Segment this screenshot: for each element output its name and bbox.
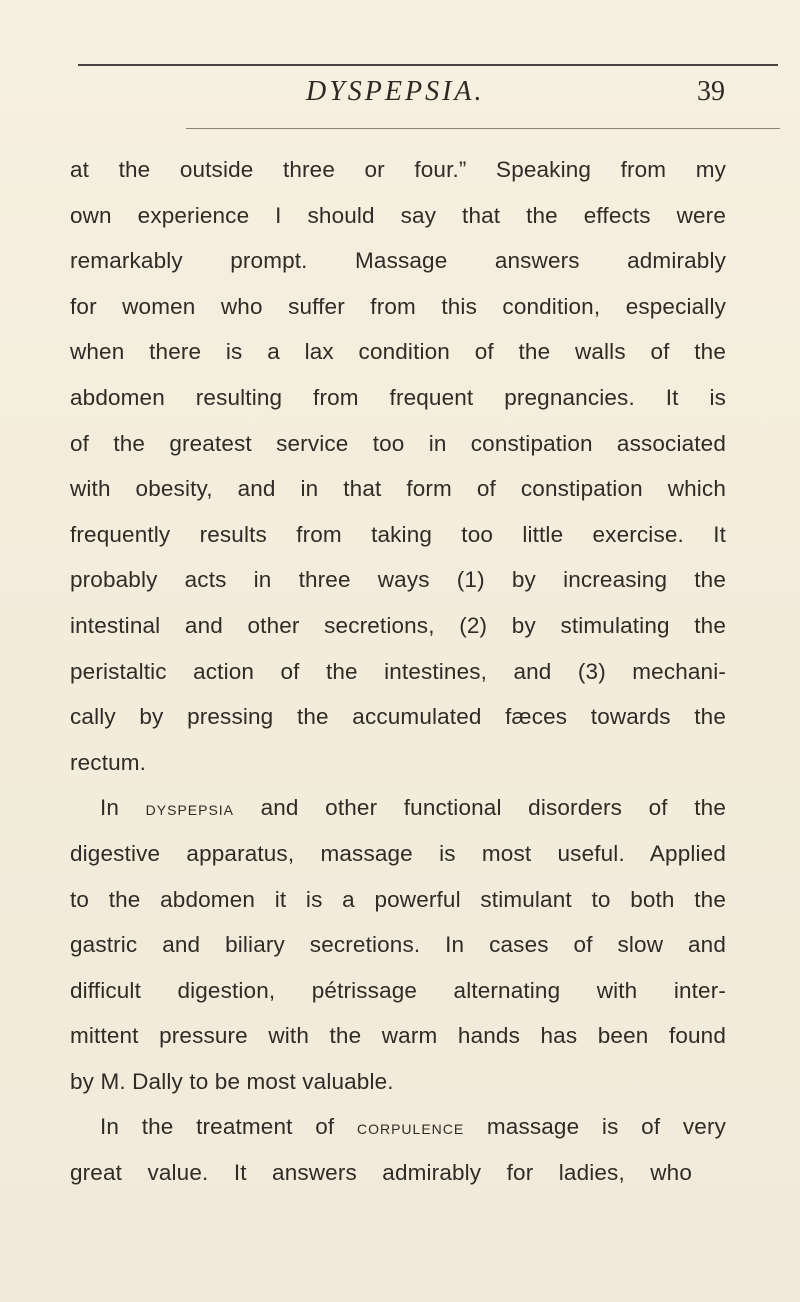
small-caps-term-corpulence: corpulence [356,1117,465,1140]
running-head [0,72,800,112]
text-line: when there is a lax condition of the walls of the [70,339,726,365]
header-bottom-rule [186,128,780,129]
small-caps-term-dyspepsia: dyspepsia [145,798,235,821]
text-line: intestinal and other secretions, (2) by stimulating the [70,612,726,638]
text-line: digestive apparatus, massage is most useful. Applied [70,840,726,866]
paragraph-rest: massage is of very [486,1114,726,1140]
text-line: difficult digestion, pétrissage alternating with inter- [70,977,726,1003]
text-line: great value. It answers admirably for ladies, who [70,1160,692,1186]
text-line: for women who suffer from this condition, especially [70,293,726,319]
text-line: gastric and biliary secretions. In cases of slow and [70,932,726,958]
text-line: mittent pressure with the warm hands has been found [70,1023,726,1049]
text-line: rectum. [70,749,147,775]
text-line: remarkably prompt. Massage answers admirably [70,248,726,274]
text-line: own experience I should say that the effects were [70,202,726,228]
paragraph-dyspepsia-first-line [70,785,726,831]
text-line: cally by pressing the accumulated fæces towards the [70,704,726,730]
paragraph-corpulence-first-line [70,1104,726,1150]
text-line: to the abdomen it is a powerful stimulant to both the [70,886,726,912]
text-line: by M. Dally to be most valuable. [70,1068,394,1094]
running-title: DYSPEPSIA. [306,76,485,107]
paragraph-lead: In the treatment of [100,1114,335,1140]
text-line: peristaltic action of the intestines, and (3) mechani- [70,658,726,684]
page-number: 39 [697,76,725,107]
paragraph-rest: and other functional disorders of the [260,795,726,821]
paragraph-lead: In [100,795,120,821]
text-line: probably acts in three ways (1) by increasing the [70,567,726,593]
text-line: frequently results from taking too little exercise. It [70,521,726,547]
body-text [70,147,726,1196]
text-line: abdomen resulting from frequent pregnancies. It is [70,384,726,410]
header-top-rule [78,64,778,66]
text-line: with obesity, and in that form of constipation which [70,476,726,502]
text-line: at the outside three or four.” Speaking from my [70,157,726,182]
text-line: of the greatest service too in constipation associated [70,430,726,456]
